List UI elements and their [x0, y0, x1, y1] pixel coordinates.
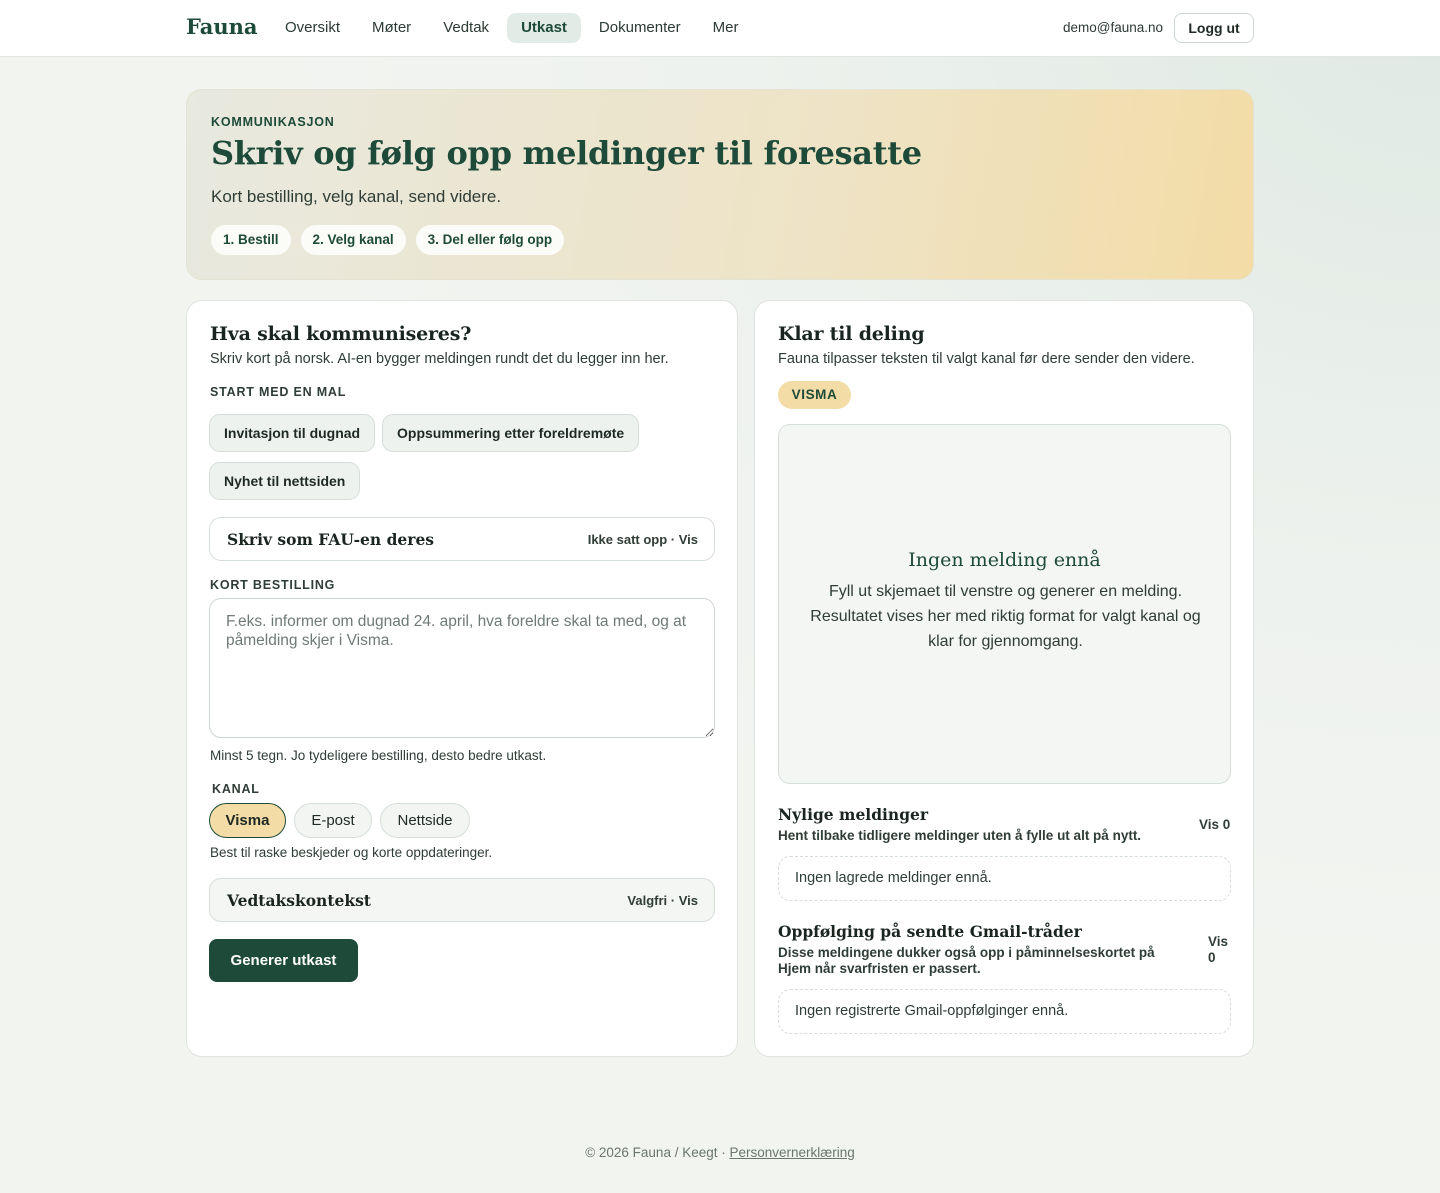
nav-item-moter[interactable]: Møter	[372, 19, 412, 36]
page-title: Skriv og følg opp meldinger til foresatte	[211, 134, 922, 172]
recent-messages-title: Nylige meldinger	[778, 805, 929, 824]
template-dugnad-button[interactable]: Invitasjon til dugnad	[209, 414, 375, 452]
message-preview	[778, 424, 1231, 784]
gmail-followup-empty: Ingen registrerte Gmail-oppfølginger ennå.	[778, 989, 1231, 1034]
templates-label: START MED EN MAL	[210, 385, 347, 399]
nav-item-utkast[interactable]: Utkast	[507, 13, 581, 43]
hero-banner	[186, 89, 1254, 280]
step-pill-1: 1. Bestill	[211, 225, 291, 255]
nav-item-oversikt[interactable]: Oversikt	[285, 19, 341, 36]
compose-description: Skriv kort på norsk. AI-en bygger meldingen rundt det du legger inn her.	[210, 351, 669, 367]
empty-state-text: Fyll ut skjemaet til venstre og generer en melding. Resultatet vises her med riktig format for valgt kanal og klar for gjennomgang.	[810, 583, 1201, 650]
privacy-link[interactable]: Personvernerklæring	[729, 1145, 855, 1160]
gmail-followup-toggle[interactable]: Vis 0	[1208, 934, 1229, 965]
user-email: demo@fauna.no	[1063, 20, 1164, 35]
gmail-followup-title: Oppfølging på sendte Gmail-tråder	[778, 922, 1082, 941]
footer	[0, 1145, 1440, 1160]
empty-state-title: Ingen melding ennå	[908, 549, 1101, 571]
top-navigation-bar	[0, 0, 1440, 57]
nav-item-dokumenter[interactable]: Dokumenter	[598, 19, 681, 36]
nav-item-vedtak[interactable]: Vedtak	[443, 19, 490, 36]
decision-context-toggle[interactable]	[209, 878, 715, 922]
hero-eyebrow: KOMMUNIKASJON	[211, 115, 335, 129]
share-card	[754, 300, 1254, 1057]
recent-messages-description: Hent tilbake tidligere meldinger uten å fylle ut alt på nytt.	[778, 828, 1142, 843]
order-textarea[interactable]	[209, 598, 715, 738]
hero-subtitle: Kort bestilling, velg kanal, send videre.	[211, 187, 502, 206]
channel-nettside-option[interactable]: Nettside	[380, 803, 470, 838]
decision-context-title: Vedtakskontekst	[227, 891, 371, 910]
generate-draft-button[interactable]: Generer utkast	[209, 939, 358, 982]
channel-hint: Best til raske beskjeder og korte oppdateringer.	[210, 845, 493, 860]
share-description: Fauna tilpasser teksten til valgt kanal før dere sender den videre.	[778, 351, 1195, 367]
order-label: KORT BESTILLING	[210, 578, 336, 592]
brand-logo[interactable]: Fauna	[186, 14, 258, 39]
step-list	[211, 225, 564, 255]
step-pill-3: 3. Del eller følg opp	[416, 225, 565, 255]
channel-badge: VISMA	[778, 381, 851, 409]
logout-button[interactable]: Logg ut	[1174, 13, 1254, 43]
share-title: Klar til deling	[778, 323, 925, 345]
compose-card	[186, 300, 738, 1057]
order-hint: Minst 5 tegn. Jo tydeligere bestilling, desto bedre utkast.	[210, 748, 547, 763]
channel-label: KANAL	[212, 782, 260, 796]
recent-messages-toggle[interactable]: Vis 0	[1199, 817, 1231, 832]
gmail-followup-description: Disse meldingene dukker også opp i påminnelseskortet på Hjem når svarfristen er passert.	[778, 945, 1155, 976]
decision-context-meta[interactable]: Valgfri · Vis	[627, 893, 698, 908]
nav-item-mer[interactable]: Mer	[712, 19, 739, 36]
template-foreldremote-button[interactable]: Oppsummering etter foreldremøte	[382, 414, 639, 452]
main-nav	[271, 13, 756, 43]
voice-section-title: Skriv som FAU-en deres	[227, 530, 435, 549]
step-pill-2: 2. Velg kanal	[301, 225, 406, 255]
voice-section-meta[interactable]: Ikke satt opp · Vis	[587, 532, 698, 547]
channel-visma-option[interactable]: Visma	[209, 803, 286, 838]
recent-messages-empty: Ingen lagrede meldinger ennå.	[778, 856, 1231, 901]
voice-section-toggle[interactable]	[209, 517, 715, 561]
channel-epost-option[interactable]: E-post	[294, 803, 372, 838]
footer-copyright: © 2026 Fauna / Keegt ·	[585, 1145, 730, 1160]
compose-title: Hva skal kommuniseres?	[210, 323, 472, 345]
template-nettside-button[interactable]: Nyhet til nettsiden	[209, 462, 360, 500]
